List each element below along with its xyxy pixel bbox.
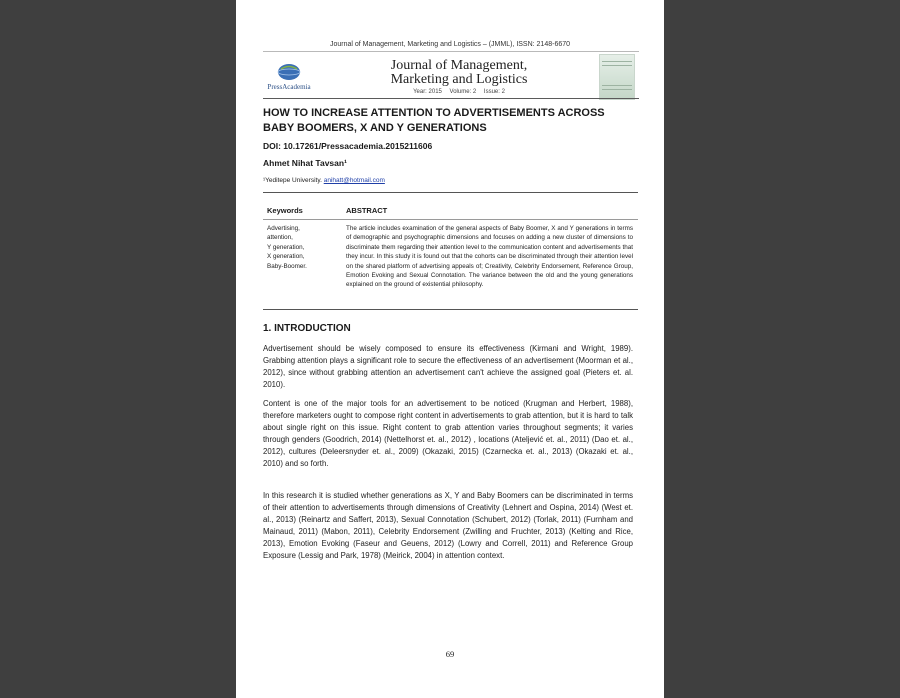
page-number: 69	[445, 649, 455, 659]
doi: DOI: 10.17261/Pressacademia.2015211606	[263, 141, 433, 151]
keywords-heading: Keywords	[267, 206, 303, 215]
journal-cover-icon	[599, 54, 635, 100]
globe-logo-icon	[263, 60, 315, 94]
journal-year: Year: 2015	[413, 89, 442, 95]
journal-title-line-1: Journal of Management,	[390, 58, 528, 73]
publisher-logo-text: PressAcademia	[267, 83, 311, 91]
keyword-item: Baby-Boomer.	[267, 262, 307, 270]
abstract-text: The article includes examination of the general aspects of Baby Boomer, X and Y generations in terms of demographic and psychographic dimensions and focuses on adding a new cluster of dimensions to discriminate them regarding their attention level to the communication content and advertisements that they incur. In this study it is found out that the cohorts can be discriminated through their attention level on the shared platform of advertising appeals of; Creativity, Celebrity Endorsement, Reference Group, Emotion Evoking and Sexual Connotation. The variance between the old and the young generations explained on the ground of existential philosophy.	[346, 225, 633, 289]
keywords-list	[267, 224, 335, 271]
abstract-top-rule	[263, 192, 638, 193]
publisher-logo	[263, 60, 315, 94]
journal-title-line-2: Marketing and Logistics	[390, 72, 528, 87]
keyword-item: attention,	[267, 234, 293, 242]
author-email-link[interactable]: anihatt@hotmail.com	[323, 177, 385, 184]
journal-masthead	[263, 51, 639, 99]
keyword-item: Advertising,	[267, 225, 300, 232]
body-paragraph: Advertisement should be wisely composed to ensure its effectiveness (Kirmani and Wright, 1989). Grabbing attention plays a significant role to secure the effectiveness of an advertisement (Moorman et al., 2012), since without grabbing attention an advertisement can't achieve the assigned goal (Pieters et. al. 2010).	[263, 344, 633, 389]
section-heading-introduction: 1. INTRODUCTION	[263, 323, 351, 334]
journal-issue: Issue: 2	[483, 89, 505, 95]
keyword-item: Y generation,	[267, 243, 305, 251]
keyword-item: X generation,	[267, 253, 305, 261]
author-name: Ahmet Nihat Tavsan¹	[263, 158, 347, 168]
journal-issue-info	[323, 89, 595, 95]
document-page	[236, 0, 664, 698]
paper-title: HOW TO INCREASE ATTENTION TO ADVERTISEMENTS ACROSS BABY BOOMERS, X AND Y GENERATIONS	[263, 107, 605, 134]
abstract-heading: ABSTRACT	[346, 206, 388, 215]
masthead-divider	[263, 98, 639, 99]
abstract-header-rule	[263, 219, 638, 220]
running-head: Journal of Management, Marketing and Logistics – (JMML), ISSN: 2148-6670	[329, 41, 571, 48]
abstract-bottom-rule	[263, 309, 638, 310]
body-paragraph: In this research it is studied whether generations as X, Y and Baby Boomers can be discriminated in terms of their attention to advertisements through dimensions of Creativity (Lehnert and Ospina, 2014) (West et. al., 2013) (Reinartz and Saffert, 2013), Sexual Connotation (Schubert, 2012) (Torlak, 2011) (Furnham and Mainaud, 2011) (Mabon, 2011), Celebrity Endorsement (Zwilling and Fruchter, 2013) (Kelting and Rice, 2013), Emotion Evoking (Faseur and Geuens, 2012) (Lowry and Correll, 2011) and Reference Group Exposure (Lessig and Park, 1978) (Meirick, 2004) in attention context.	[263, 491, 633, 560]
affiliation-text: ¹Yeditepe University.	[263, 177, 322, 184]
body-paragraph: Content is one of the major tools for an advertisement to be noticed (Krugman and Herbert, 1988), therefore marketers ought to compose right content in advertisements to grab attention, but it is hard to talk about single right on this issue. Right content to grab attention varies throughout segments; it varies through genders (Goodrich, 2014) (Nettelhorst et. al., 2012) , locations (Ateljević et. al., 2011) (Dao et. al., 2012), cultures (Deleersnyder et. al., 2009) (Okazaki, 2015) (Czarnecka et. al., 2013) (Okazaki et. al., 2010) and so forth.	[263, 399, 633, 468]
journal-volume: Volume: 2	[449, 89, 477, 95]
journal-title	[323, 59, 595, 87]
author-affiliation	[263, 177, 385, 184]
